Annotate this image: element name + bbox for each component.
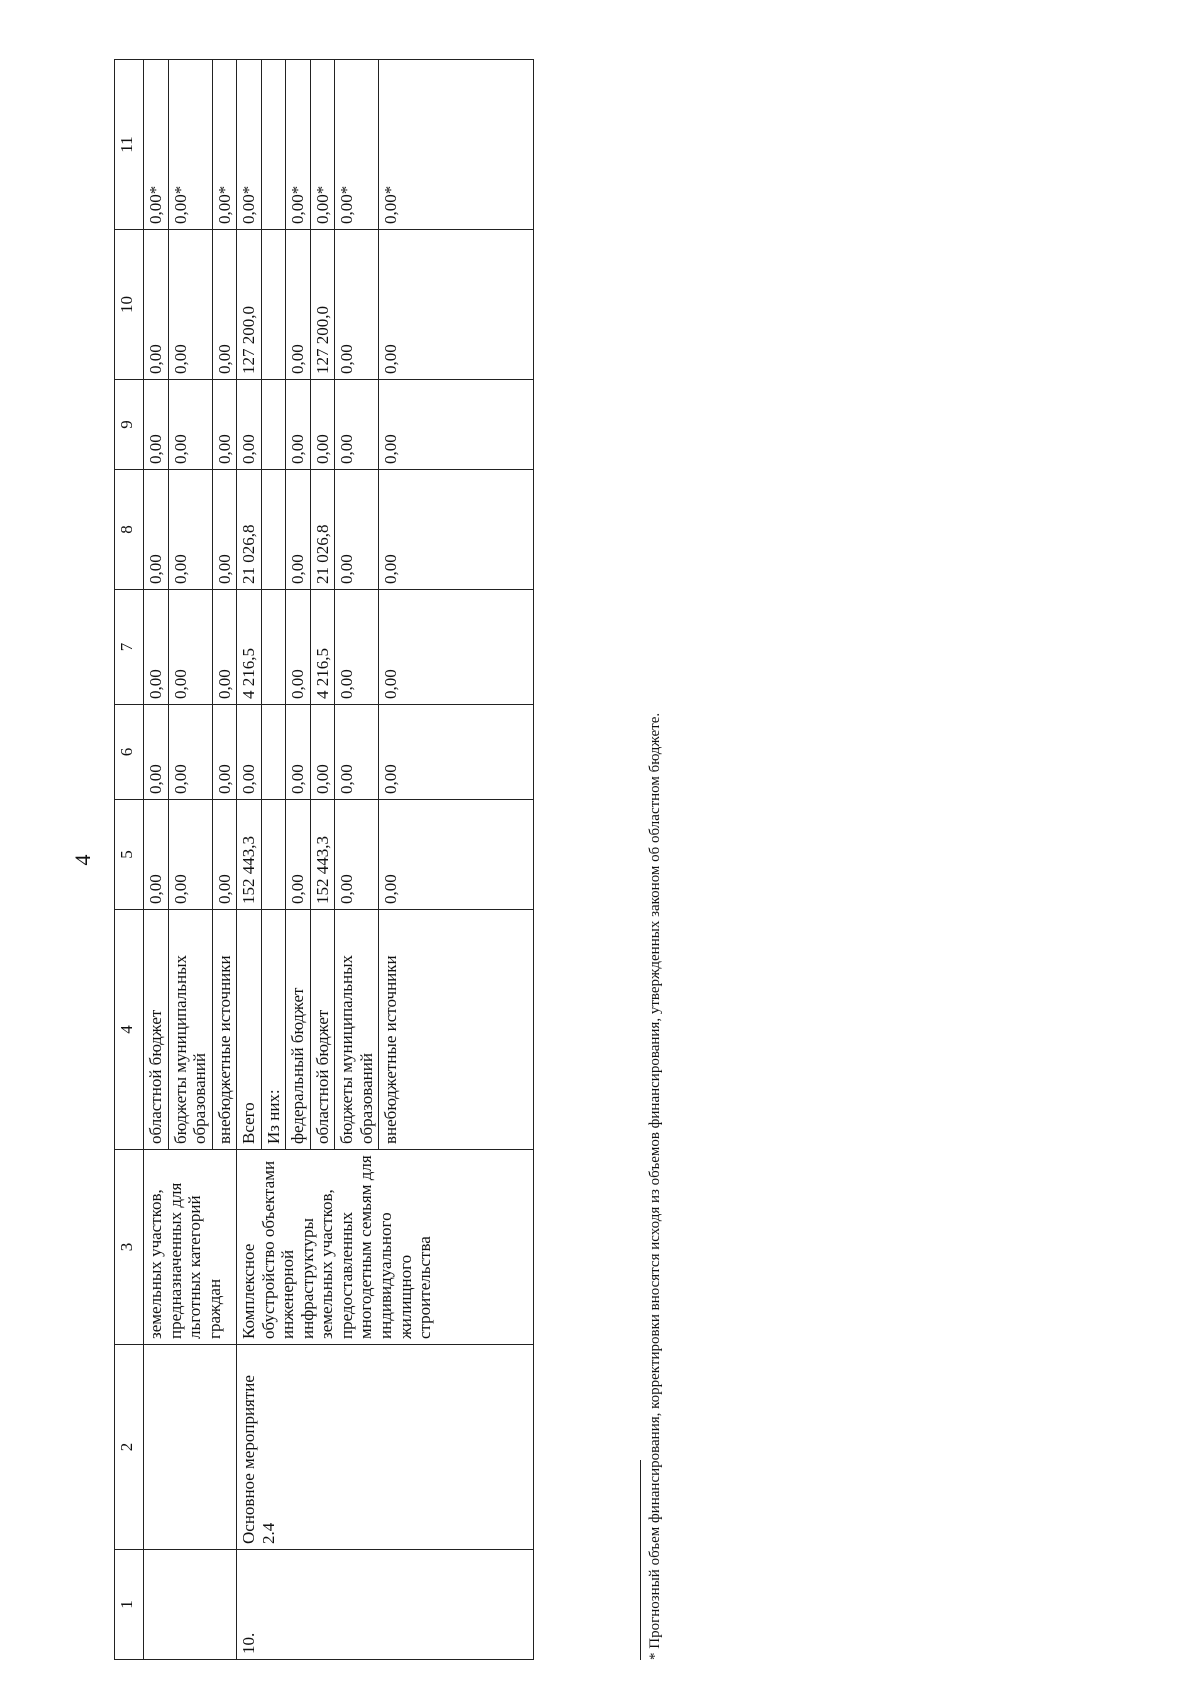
- table-row: [144, 60, 169, 1660]
- value-cell: 0,00: [168, 470, 212, 590]
- value-cell: 0,00*: [144, 60, 169, 230]
- item-number-cell: [144, 1550, 237, 1660]
- rotated-page: [70, 60, 1130, 1660]
- value-cell: 0,00: [379, 470, 534, 590]
- value-cell: 0,00: [335, 380, 379, 470]
- source-cell: бюджеты муниципальных образований: [335, 910, 379, 1150]
- value-cell: 0,00: [168, 230, 212, 380]
- value-cell: 0,00: [168, 590, 212, 705]
- value-cell: 0,00: [286, 230, 311, 380]
- value-cell: 0,00: [144, 470, 169, 590]
- value-cell: 127 200,0: [237, 230, 262, 380]
- source-cell: внебюджетные источники: [379, 910, 534, 1150]
- value-cell: 0,00*: [379, 60, 534, 230]
- value-cell: 0,00: [379, 380, 534, 470]
- value-cell: [261, 380, 286, 470]
- value-cell: 0,00: [144, 380, 169, 470]
- value-cell: 0,00*: [286, 60, 311, 230]
- col-header: 7: [115, 590, 144, 705]
- col-header: 8: [115, 470, 144, 590]
- value-cell: 0,00: [335, 590, 379, 705]
- value-cell: 0,00: [310, 380, 335, 470]
- value-cell: 0,00: [212, 590, 237, 705]
- footnote: [640, 60, 664, 1660]
- value-cell: 0,00*: [237, 60, 262, 230]
- value-cell: 0,00*: [168, 60, 212, 230]
- footnote-divider: [640, 1460, 641, 1660]
- value-cell: 0,00: [286, 705, 311, 800]
- source-cell: областной бюджет: [310, 910, 335, 1150]
- value-cell: [261, 800, 286, 910]
- value-cell: 0,00: [379, 590, 534, 705]
- value-cell: 0,00: [310, 705, 335, 800]
- source-cell: федеральный бюджет: [286, 910, 311, 1150]
- value-cell: [261, 230, 286, 380]
- value-cell: 21 026,8: [310, 470, 335, 590]
- value-cell: 0,00: [335, 470, 379, 590]
- table-row: [237, 60, 262, 1660]
- item-name-cell: [144, 1345, 237, 1550]
- value-cell: 0,00: [379, 705, 534, 800]
- value-cell: 0,00: [379, 230, 534, 380]
- value-cell: 4 216,5: [310, 590, 335, 705]
- col-header: 11: [115, 60, 144, 230]
- value-cell: 0,00: [144, 590, 169, 705]
- value-cell: 0,00: [212, 380, 237, 470]
- source-cell: внебюджетные источники: [212, 910, 237, 1150]
- value-cell: 0,00: [212, 705, 237, 800]
- col-header: 10: [115, 230, 144, 380]
- value-cell: 152 443,3: [310, 800, 335, 910]
- col-header: 9: [115, 380, 144, 470]
- value-cell: [261, 590, 286, 705]
- value-cell: 0,00: [144, 230, 169, 380]
- value-cell: 0,00: [168, 705, 212, 800]
- value-cell: 0,00: [286, 380, 311, 470]
- value-cell: 0,00: [379, 800, 534, 910]
- col-header: 4: [115, 910, 144, 1150]
- col-header: 5: [115, 800, 144, 910]
- value-cell: 4 216,5: [237, 590, 262, 705]
- value-cell: 0,00: [335, 705, 379, 800]
- page-number: 4: [70, 854, 95, 866]
- value-cell: 0,00*: [310, 60, 335, 230]
- value-cell: 0,00: [212, 470, 237, 590]
- value-cell: [261, 60, 286, 230]
- source-cell: Всего: [237, 910, 262, 1150]
- value-cell: 0,00*: [212, 60, 237, 230]
- value-cell: 21 026,8: [237, 470, 262, 590]
- footnote-text: * Прогнозный объем финансирования, корректировки вносятся исходя из объемов финансирования, утвержденных законом об областном бюджете.: [647, 712, 663, 1660]
- source-cell: Из них:: [261, 910, 286, 1150]
- item-description-cell: Комплексное обустройство объектами инженерной инфраструктуры земельных участков, предоставленных многодетным семьям для индивидуального жилищного строительства: [237, 1150, 534, 1345]
- source-cell: бюджеты муниципальных образований: [168, 910, 212, 1150]
- value-cell: 0,00*: [335, 60, 379, 230]
- value-cell: 0,00: [144, 800, 169, 910]
- value-cell: [261, 470, 286, 590]
- value-cell: 0,00: [286, 470, 311, 590]
- value-cell: [261, 705, 286, 800]
- value-cell: 0,00: [212, 800, 237, 910]
- value-cell: 152 443,3: [237, 800, 262, 910]
- value-cell: 0,00: [286, 800, 311, 910]
- value-cell: 0,00: [212, 230, 237, 380]
- value-cell: 0,00: [168, 800, 212, 910]
- value-cell: 0,00: [286, 590, 311, 705]
- col-header: 2: [115, 1345, 144, 1550]
- header-row: [115, 60, 144, 1660]
- value-cell: 0,00: [335, 230, 379, 380]
- value-cell: 0,00: [168, 380, 212, 470]
- item-description-cell: земельных участков, предназначенных для льготных категорий граждан: [144, 1150, 237, 1345]
- col-header: 6: [115, 705, 144, 800]
- value-cell: 0,00: [144, 705, 169, 800]
- item-name-cell: Основное мероприятие 2.4: [237, 1345, 534, 1550]
- value-cell: 0,00: [335, 800, 379, 910]
- financing-table: [114, 59, 534, 1660]
- value-cell: 127 200,0: [310, 230, 335, 380]
- value-cell: 0,00: [237, 705, 262, 800]
- source-cell: областной бюджет: [144, 910, 169, 1150]
- col-header: 3: [115, 1150, 144, 1345]
- item-number-cell: 10.: [237, 1550, 534, 1660]
- col-header: 1: [115, 1550, 144, 1660]
- value-cell: 0,00: [237, 380, 262, 470]
